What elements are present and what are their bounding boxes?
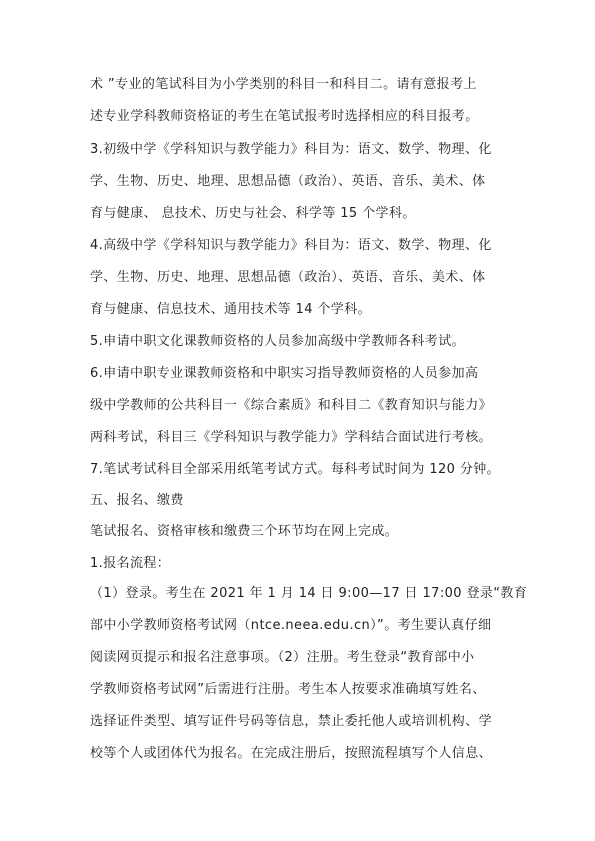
text-line: 3.初级中学《学科知识与教学能力》科目为：语文、数学、物理、化	[90, 142, 492, 157]
text-line: 阅读网页提示和报名注意事项。（2）注册。考生登录“教育部中小	[90, 650, 475, 665]
text-line: 1.报名流程：	[90, 556, 171, 571]
text-line: 术 ”专业的笔试科目为小学类别的科目一和科目二。请有意报考上	[90, 77, 477, 92]
text-line: 学、生物、历史、地理、思想品德（政治）、英语、音乐、美术、体	[90, 174, 486, 189]
text-line: 4.高级中学《学科知识与教学能力》科目为：语文、数学、物理、化	[90, 238, 492, 253]
text-line: 选择证件类型、填写证件号码等信息，禁止委托他人或培训机构、学	[90, 714, 493, 729]
text-line: 7.笔试考试科目全部采用纸笔考试方式。每科考试时间为 120 分钟。	[90, 462, 501, 477]
text-line: 部中小学教师资格考试网（ntce.neea.edu.cn）”。考生要认真仔细	[90, 618, 492, 633]
text-line: 5.申请中职文化课教师资格的人员参加高级中学教师各科考试。	[90, 334, 466, 349]
text-line: 学、生物、历史、地理、思想品德（政治）、英语、音乐、美术、体	[90, 270, 486, 285]
text-line: 级中学教师的公共科目一《综合素质》和科目二《教育知识与能力》	[90, 398, 493, 413]
text-line: 述专业学科教师资格证的考生在笔试报考时选择相应的科目报考。	[90, 109, 479, 124]
text-line: 校等个人或团体代为报名。在完成注册后，按照流程填写个人信息、	[90, 746, 493, 761]
text-line: （1）登录。考生在 2021 年 1 月 14 日 9:00—17 日 17:00 登录“教育	[90, 586, 528, 601]
text-line: 6.申请中职专业课教师资格和中职实习指导教师资格的人员参加高	[90, 366, 479, 381]
section-heading: 五、报名、缴费	[90, 493, 184, 508]
text-line: 两科考试，科目三《学科知识与教学能力》学科结合面试进行考核。	[90, 430, 493, 445]
text-line: 育与健康、 息技术、历史与社会、科学等 15 个学科。	[90, 206, 416, 221]
text-line: 育与健康、信息技术、通用技术等 14 个学科。	[90, 302, 372, 317]
text-line: 学教师资格考试网”后需进行注册。考生本人按要求准确填写姓名、	[90, 682, 486, 697]
text-line: 笔试报名、资格审核和缴费三个环节均在网上完成。	[90, 524, 399, 539]
